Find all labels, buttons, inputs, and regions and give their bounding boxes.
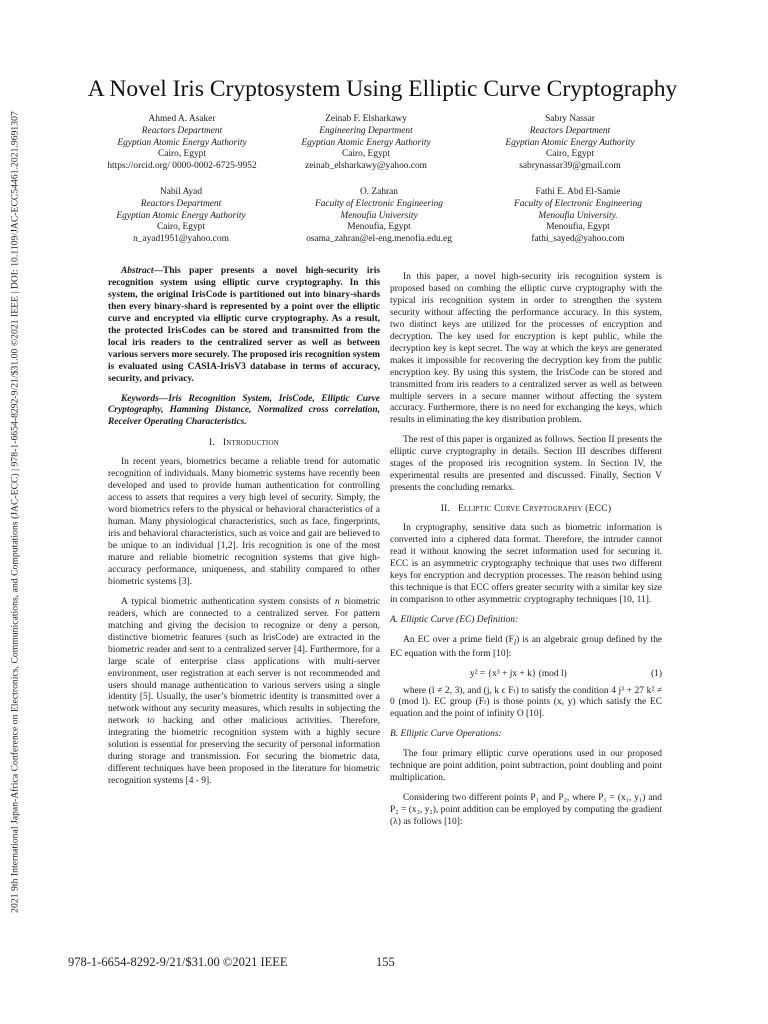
paragraph: The rest of this paper is organized as follows. Section II presents the elliptic curve cryptography in details. Section III describes different stages of the proposed iris recognition system. In Section IV, the experimental results are presented and discussed. Finally, Section V presents the concluding remarks.	[390, 435, 662, 494]
author-name: Nabil Ayad	[159, 187, 203, 197]
author-dept: Reactors Department	[140, 198, 222, 209]
author-dept: Reactors Department	[141, 125, 223, 136]
section-heading: I. Introduction	[209, 437, 279, 449]
footer-isbn: 978-1-6654-8292-9/21/$31.00 ©2021 IEEE	[68, 955, 288, 969]
equation	[390, 669, 662, 682]
author-name: Zeinab F. Elsharkawy	[325, 114, 407, 124]
subsection-heading: B. Elliptic Curve Operations:	[390, 729, 502, 740]
paragraph: An EC over a prime field $(F_l)$ is an algebraic group defined by the EC equation with the form [10]:	[390, 634, 662, 659]
paragraph: Considering two different points P₁ and P₂, where P₁ = (x₁, y₁) and P₂ = (x₂, y₂), point addition can be employed by computing the gradient (λ) as follows [10]:	[390, 793, 662, 828]
equation-number: (1)	[650, 668, 662, 679]
page-number: 155	[376, 955, 395, 969]
author-city: Cairo, Egypt	[342, 149, 390, 160]
author-city: Cairo, Egypt	[546, 149, 594, 160]
author-org: Egyptian Atomic Energy Authority	[301, 137, 431, 148]
author-city: Menoufia, Egypt	[347, 222, 411, 233]
paragraph: In recent years, biometrics became a reliable trend for automatic recognition of individuals. Many biometric systems have recently been developed and used to provide human authentication for controlling access to assets that requires a very high level of security. Simply, the word biometrics refers to the physical or behavioral characteristics of a human. Many physiological characteristics, such as face, fingerprints, iris and behavioral characteristics, such as voice and gait are believed to be unique to an individual [1,2]. Iris recognition is one of the most mature and reliable biometric recognition systems that give high-accuracy performance, uniqueness, and stability compared to other biometric systems [3].	[108, 457, 381, 587]
author-city: Cairo, Egypt	[157, 222, 205, 233]
author-contact[interactable]: https://orcid.org/ 0000-0002-6725-9952	[107, 161, 257, 172]
author-contact[interactable]: n_ayad1951@yahoo.com	[133, 234, 229, 245]
keywords: Keywords—Iris Recognition System, IrisCode, Elliptic Curve Cryptography, Hamming Distance, Normalized cross correlation, Receiver Operating Characteristics.	[108, 393, 380, 428]
paragraph: In this paper, a novel high-security iris recognition system is proposed based on combing the elliptic curve cryptography with the typical iris recognition system in order to strengthen the system security without affecting the performance accuracy. In this system, two distinct keys are utilized for the processes of encryption and decryption. The key used for encryption is kept public, while the decryption key is kept secret. The way at which the keys are generated makes it impossible for recovering the decryption key from the public encryption key. By using this system, the IrisCode can be stored and transmitted from iris readers to a centralized server as well as between multiple servers in a secure manner without affecting the system accuracy. Furthermore, there is no need for exchanging the keys, which results in eliminating the key distribution problem.	[390, 272, 662, 426]
doi-sidebar-text: 2021 9th International Japan-Africa Conference on Electronics, Communications, and Computations (JAC-ECC) | 978-1-6654-8292-9/21/$31.00 ©2021 IEEE | DOI: 10.1109/JAC-ECC54461.2021.9691307	[9, 111, 21, 913]
author-contact[interactable]: zeinab_elsharkawy@yahoo.com	[305, 161, 427, 172]
author-contact[interactable]: fathi_sayed@yahoo.com	[531, 234, 625, 245]
section-heading: II. Elliptic Curve Cryptography (ECC)	[440, 503, 612, 515]
author-block	[450, 114, 690, 173]
paragraph: The four primary elliptic curve operations used in our proposed technique are point addition, point subtraction, point doubling and point multiplication.	[390, 749, 662, 784]
author-org: Menoufia University.	[538, 210, 618, 221]
author-name: Ahmed A. Asaker	[148, 114, 216, 124]
author-org: Egyptian Atomic Energy Authority	[116, 210, 246, 221]
subsection-heading: A. Elliptic Curve (EC) Definition:	[390, 614, 519, 625]
right-column	[390, 272, 662, 837]
author-block	[458, 187, 698, 246]
author-contact[interactable]: sabrynassar39@gmail.com	[519, 161, 621, 172]
author-city: Menoufia, Egypt	[546, 222, 610, 233]
author-name: Sabry Nassar	[545, 114, 595, 124]
equation-body: y² = {x³ + jx + k} (mod l)	[470, 668, 567, 679]
author-dept: Faculty of Electronic Engineering	[315, 198, 443, 209]
author-org: Egyptian Atomic Energy Authority	[505, 137, 635, 148]
author-name: O. Zahran	[359, 187, 398, 197]
author-org: Menoufia University	[340, 210, 418, 221]
author-city: Cairo, Egypt	[158, 149, 206, 160]
paper-title: A Novel Iris Cryptosystem Using Elliptic Curve Cryptography	[87, 76, 678, 102]
paragraph: In cryptography, sensitive data such as biometric information is converted into a ciphered data format. Therefore, the intruder cannot read it without knowing the secret information used for securing it. ECC is an asymmetric cryptography technique that uses two different keys for encryption and decryption processes. The reason behind using this technique is that ECC offers greater security with a similar key size in comparison to other asymmetric cryptography techniques [10, 11].	[390, 523, 662, 605]
paragraph: where (l ≠ 2, 3), and (j, k ϵ Fₗ) to satisfy the condition 4 j³ + 27 k² ≠ 0 (mod l). EC group (Fₗ) is those points (x, y) which satisfy the EC equation and the point of infinity O [10].	[390, 685, 662, 720]
author-org: Egyptian Atomic Energy Authority	[117, 137, 247, 148]
author-contact[interactable]: osama_zahran@el-eng.menofia.edu.eg	[306, 234, 452, 245]
abstract: Abstract—This paper presents a novel high-security iris recognition system using elliptic curve cryptography. In this system, the original IrisCode is partitioned out into binary-shards then every binary-shard is represented by a point over the elliptic curve and encrypted via elliptic curve cryptography. As a result, the protected IrisCodes can be stored and transmitted from the local iris readers to the centralized server as well as between various servers more securely. The proposed iris recognition system is evaluated using CASIA-IrisV3 database in terms of accuracy, security, and privacy.	[108, 266, 380, 384]
author-name: Fathi E. Abd El-Samie	[535, 187, 621, 197]
doi-sidebar	[3, 0, 27, 1024]
left-column	[108, 266, 380, 796]
author-dept: Engineering Department	[319, 125, 413, 136]
author-dept: Faculty of Electronic Engineering	[514, 198, 642, 209]
paragraph: A typical biometric authentication system consists of n biometric readers, which are connected to a centralized server. For pattern matching and giving the decision to recognize or deny a person, distinctive biometric features (such as IrisCode) are extracted in the biometric reader and sent to a centralized server [4]. Furthermore, for a large scale of enterprise class applications with multi-server environment, user registration at each server is not recommended and users should manage authentication to various servers using a single identity [5]. Usually, the user’s biometric identity is transmitted over a network without any security measures, which results in subjecting the network to hacking and other malicious activities. Therefore, integrating the biometric recognition system with a highly secure solution is essential for preserving the security of personal information during storage and transmission. For securing the biometric data, different techniques have been proposed in the literature for biometric recognition systems [4 - 9].	[108, 596, 380, 787]
author-dept: Reactors Department	[529, 125, 611, 136]
